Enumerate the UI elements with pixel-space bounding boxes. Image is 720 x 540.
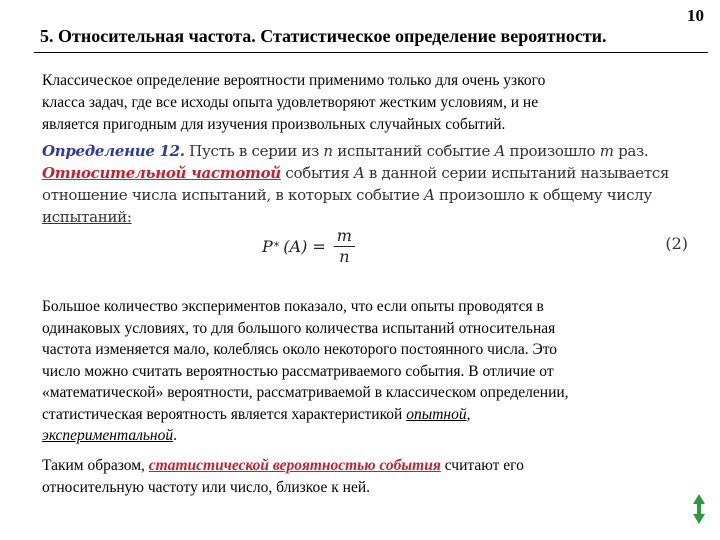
- definition-block: [42, 140, 682, 228]
- body-line: [42, 425, 682, 447]
- definition-line-1: [42, 140, 682, 162]
- formula-number: (2): [665, 234, 688, 253]
- formula-fraction: [334, 226, 355, 267]
- definition-line-3: [42, 184, 682, 206]
- body-line: [42, 404, 682, 426]
- navigation-arrows-icon[interactable]: [692, 494, 706, 524]
- title-rule: [34, 52, 708, 53]
- variable-m: m: [599, 142, 614, 160]
- formula-argument: (A) =: [283, 236, 326, 256]
- definition-text: события: [280, 164, 354, 182]
- definition-text: испытаний событие: [332, 142, 495, 160]
- definition-text: отношение числа испытаний, в которых событие: [42, 186, 425, 204]
- definition-text: произошло к общему числу: [434, 186, 652, 204]
- body-line: одинаковых условиях, то для большого количества испытаний относительная: [42, 319, 556, 337]
- definition-term: Относительной частотой: [42, 164, 281, 182]
- intro-line: является пригодным для изучения произвольных случайных событий.: [42, 116, 506, 133]
- body-line: Большое количество экспериментов показало, что если опыты проводятся в: [42, 298, 544, 315]
- body-line: частота изменяется мало, колеблясь около некоторого постоянного числа. Это: [42, 341, 558, 358]
- body-line: число можно считать вероятностью рассматриваемого события. В отличие от: [42, 362, 554, 380]
- definition-text: Пусть в серии из: [184, 142, 324, 160]
- page-number: 10: [687, 6, 704, 25]
- definition-text: раз.: [613, 142, 649, 160]
- definition-text: произошло: [505, 142, 600, 160]
- variable-a: A: [424, 186, 435, 204]
- variable-a: A: [494, 142, 506, 160]
- body-text: ,: [466, 405, 471, 423]
- conclusion-term: статистической вероятностью события: [148, 457, 441, 474]
- variable-a: A: [353, 164, 365, 182]
- conclusion-text: считают его: [440, 457, 524, 474]
- body-text: .: [173, 427, 177, 444]
- conclusion-line: [42, 455, 682, 477]
- definition-line-2: [42, 162, 682, 184]
- definition-label: Определение 12.: [42, 142, 185, 160]
- body-text: статистическая вероятность является характеристикой: [42, 405, 407, 423]
- body-emphasis: опытной: [406, 405, 467, 423]
- navigation-arrows-svg: [692, 494, 706, 524]
- body-paragraph: [42, 296, 682, 447]
- conclusion-text: Таким образом,: [42, 457, 149, 474]
- intro-paragraph: [42, 70, 642, 136]
- formula-star: *: [273, 239, 280, 253]
- body-line: «математической» вероятности, рассматриваемой в классическом определении,: [42, 384, 569, 401]
- body-emphasis: экспериментальной: [42, 427, 174, 444]
- page-title: 5. Относительная частота. Статистическое определение вероятности.: [40, 26, 607, 46]
- conclusion-paragraph: [42, 455, 682, 499]
- formula-numerator: m: [334, 226, 355, 247]
- intro-line: Классическое определение вероятности применимо только для очень узкого: [42, 72, 546, 89]
- definition-line-4: испытаний:: [42, 208, 132, 226]
- formula: [262, 222, 355, 270]
- formula-p: P: [262, 236, 273, 256]
- intro-line: класса задач, где все исходы опыта удовлетворяют жестким условиям, и не: [42, 94, 539, 111]
- conclusion-line: относительную частоту или число, близкое к ней.: [42, 479, 370, 496]
- variable-n: n: [323, 142, 333, 160]
- definition-text: в данной серии испытаний называется: [364, 164, 670, 182]
- formula-denominator: n: [339, 246, 350, 266]
